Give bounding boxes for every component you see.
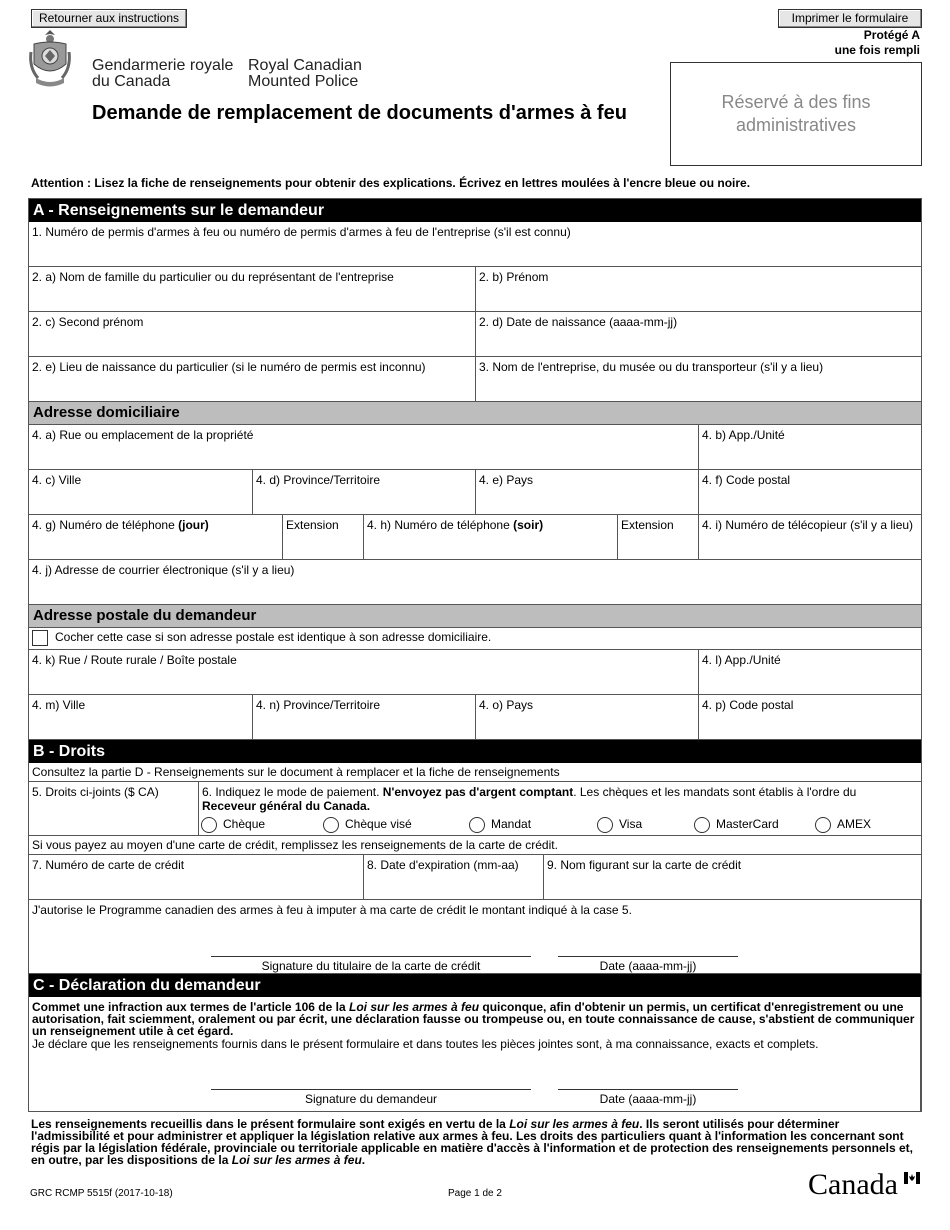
mail-province-field[interactable]: 4. n) Province/Territoire [253, 695, 476, 739]
offence-warning-law: Loi sur les armes à feu [348, 1000, 480, 1014]
canada-flag-icon [904, 1172, 920, 1184]
cardholder-name-field[interactable]: 9. Nom figurant sur la carte de crédit [547, 858, 742, 872]
row-authorization [29, 900, 921, 974]
row-home-street [29, 425, 921, 470]
row-names [29, 267, 921, 312]
applicant-date-line[interactable]: Date (aaaa-mm-jj) [558, 1089, 738, 1106]
row-email [29, 560, 921, 605]
application-form [28, 198, 922, 1112]
radio-mastercard[interactable] [694, 817, 779, 833]
middle-name-field[interactable]: 2. c) Second prénom [29, 312, 476, 356]
declaration-statement: Je déclare que les renseignements fournis dans le présent formulaire et dans toutes les pièces jointes sont, à ma connaissance, exacts et complets. [32, 1037, 819, 1051]
protection-label: Protégé A une fois rempli [834, 28, 920, 57]
attention-note: Attention : Lisez la fiche de renseignements pour obtenir des explications. Écrivez en lettres moulées à l'encre bleue ou noire. [31, 176, 751, 190]
privacy-notice-law2: Loi sur les armes à feu [231, 1153, 362, 1167]
org-name-fr: Gendarmerie royale du Canada [92, 57, 234, 90]
radio-amex[interactable] [815, 817, 871, 833]
consult-note: Consultez la partie D - Renseignements sur le document à remplacer et la fiche de renseignements [32, 765, 560, 779]
credit-card-note: Si vous payez au moyen d'une carte de crédit, remplissez les renseignements de la carte de crédit. [32, 838, 558, 852]
birth-place-field[interactable]: 2. e) Lieu de naissance du particulier (si le numéro de permis est inconnu) [29, 357, 476, 401]
same-address-option [29, 628, 921, 649]
row-consult [29, 763, 921, 782]
same-address-label: Cocher cette case si son adresse postale est identique à son adresse domiciliaire. [55, 630, 492, 645]
authorization-text: J'autorise le Programme canadien des armes à feu à imputer à ma carte de crédit le montant indiqué à la case 5. [29, 900, 921, 973]
day-phone-field[interactable] [29, 515, 283, 559]
row-birthplace-business [29, 357, 921, 402]
mail-street-field[interactable]: 4. k) Rue / Route rurale / Boîte postale [29, 650, 699, 694]
payment-method-prefix: 6. Indiquez le mode de paiement. [202, 785, 380, 799]
form-title: Demande de remplacement de documents d'armes à feu [92, 102, 627, 124]
fax-field[interactable]: 4. i) Numéro de télécopieur (s'il y a lieu) [702, 518, 914, 532]
payment-method-instruction [202, 785, 921, 799]
expiry-date-field[interactable]: 8. Date d'expiration (mm-aa) [364, 855, 544, 899]
radio-money-order-label: Mandat [491, 817, 532, 832]
last-name-field[interactable]: 2. a) Nom de famille du particulier ou du représentant de l'entreprise [29, 267, 476, 311]
offence-warning [32, 1001, 920, 1037]
cardholder-signature-line[interactable]: Signature du titulaire de la carte de crédit [211, 956, 531, 973]
section-a-header: A - Renseignements sur le demandeur [29, 199, 921, 222]
radio-cheque-label: Chèque [223, 817, 266, 832]
birth-date-field[interactable]: 2. d) Date de naissance (aaaa-mm-jj) [479, 315, 678, 329]
section-c-header: C - Déclaration du demandeur [29, 974, 921, 997]
rcmp-crest-icon [28, 28, 72, 90]
applicant-signature-line[interactable]: Signature du demandeur [211, 1089, 531, 1106]
day-phone-label-bold: (jour) [178, 518, 209, 532]
row-mail-city [29, 695, 921, 740]
payment-method-group [199, 782, 921, 835]
mail-city-field[interactable]: 4. m) Ville [29, 695, 253, 739]
privacy-notice-c: . [361, 1153, 366, 1167]
row-mail-street [29, 650, 921, 695]
home-country-field[interactable]: 4. e) Pays [476, 470, 699, 514]
no-cash-warning: N'envoyez pas d'argent comptant [382, 785, 574, 799]
home-address-header: Adresse domiciliaire [29, 402, 921, 425]
fees-enclosed-field[interactable]: 5. Droits ci-joints ($ CA) [29, 782, 199, 835]
print-form-button[interactable]: Imprimer le formulaire [778, 9, 922, 28]
home-province-field[interactable]: 4. d) Province/Territoire [253, 470, 476, 514]
privacy-notice-a: Les renseignements recueillis dans le présent formulaire sont exigés en vertu de la [31, 1117, 506, 1131]
return-to-instructions-button[interactable]: Retourner aux instructions [31, 9, 187, 28]
page-number: Page 1 de 2 [448, 1188, 502, 1199]
radio-visa-button[interactable] [597, 817, 613, 833]
receiver-general: Receveur général du Canada. [202, 799, 371, 813]
payment-method-mid: . Les chèques et les mandats sont établis à l'ordre du [573, 785, 857, 799]
row-home-city [29, 470, 921, 515]
business-name-field[interactable]: 3. Nom de l'entreprise, du musée ou du transporteur (s'il y a lieu) [479, 360, 824, 374]
mail-unit-field[interactable]: 4. l) App./Unité [702, 653, 781, 667]
mail-country-field[interactable]: 4. o) Pays [476, 695, 699, 739]
email-field[interactable]: 4. j) Adresse de courrier électronique (s'il y a lieu) [32, 563, 295, 577]
radio-certified-cheque-label: Chèque visé [345, 817, 412, 832]
radio-amex-label: AMEX [837, 817, 872, 832]
mail-postal-code-field[interactable]: 4. p) Code postal [702, 698, 794, 712]
radio-certified-cheque[interactable] [323, 817, 412, 833]
section-b-header: B - Droits [29, 740, 921, 763]
radio-visa[interactable] [597, 817, 642, 833]
privacy-notice [31, 1118, 916, 1166]
evening-phone-label-bold: (soir) [513, 518, 544, 532]
row-permit-number [29, 222, 921, 267]
radio-certified-cheque-button[interactable] [323, 817, 339, 833]
row-payment [29, 782, 921, 836]
radio-money-order[interactable] [469, 817, 531, 833]
radio-amex-button[interactable] [815, 817, 831, 833]
cardholder-date-line[interactable]: Date (aaaa-mm-jj) [558, 956, 738, 973]
offence-warning-b: quiconque, afin d'obtenir un permis, un certificat d'enregistrement ou une autorisation, fait sciemment, oralement ou par écrit, une déclaration fausse ou trompeuse ou, en toute connaissance de cause, s'abstient de communiquer un renseignement utile à cet égard. [32, 1000, 915, 1038]
row-credit-note [29, 836, 921, 855]
radio-visa-label: Visa [619, 817, 643, 832]
home-postal-code-field[interactable]: 4. f) Code postal [702, 473, 791, 487]
first-name-field[interactable]: 2. b) Prénom [479, 270, 549, 284]
credit-card-number-field[interactable]: 7. Numéro de carte de crédit [29, 855, 364, 899]
evening-phone-field[interactable] [364, 515, 618, 559]
offence-warning-a: Commet une infraction aux termes de l'article 106 de la [32, 1000, 346, 1014]
radio-mastercard-label: MasterCard [716, 817, 779, 832]
evening-phone-label: 4. h) Numéro de téléphone [367, 518, 510, 532]
home-city-field[interactable]: 4. c) Ville [29, 470, 253, 514]
radio-mastercard-button[interactable] [694, 817, 710, 833]
privacy-notice-b: . Ils seront utilisés pour déterminer l'admissibilité et pour administrer et appliquer la législation relative aux armes à feu. Les droits des particuliers quant à l'information les concernant sont régis par la législation fédérale, provinciale ou territoriale applicable en matière d'accès à l'information et de protection des renseignements personnels et, en outre, par les dispositions de la [31, 1117, 913, 1167]
radio-cheque-button[interactable] [201, 817, 217, 833]
row-credit-card [29, 855, 921, 900]
radio-money-order-button[interactable] [469, 817, 485, 833]
admin-reserved-box: Réservé à des fins administratives [670, 62, 922, 166]
org-name-en: Royal Canadian Mounted Police [248, 57, 362, 90]
canada-wordmark [808, 1168, 898, 1202]
mailing-address-header: Adresse postale du demandeur [29, 605, 921, 628]
day-phone-label: 4. g) Numéro de téléphone [32, 518, 175, 532]
evening-phone-extension-field[interactable]: Extension [618, 515, 699, 559]
day-phone-extension-field[interactable]: Extension [283, 515, 364, 559]
home-street-field[interactable]: 4. a) Rue ou emplacement de la propriété [29, 425, 699, 469]
row-declaration [29, 997, 921, 1111]
row-same-address [29, 628, 921, 650]
canada-wordmark-text: Canada [808, 1168, 898, 1201]
home-unit-field[interactable]: 4. b) App./Unité [702, 428, 785, 442]
row-phones [29, 515, 921, 560]
permit-number-field[interactable]: 1. Numéro de permis d'armes à feu ou numéro de permis d'armes à feu de l'entreprise (s'il est connu) [32, 225, 571, 239]
row-middle-dob [29, 312, 921, 357]
same-address-checkbox[interactable] [32, 630, 48, 646]
privacy-notice-law1: Loi sur les armes à feu [509, 1117, 640, 1131]
radio-cheque[interactable] [201, 817, 265, 833]
form-code: GRC RCMP 5515f (2017-10-18) [30, 1188, 173, 1199]
